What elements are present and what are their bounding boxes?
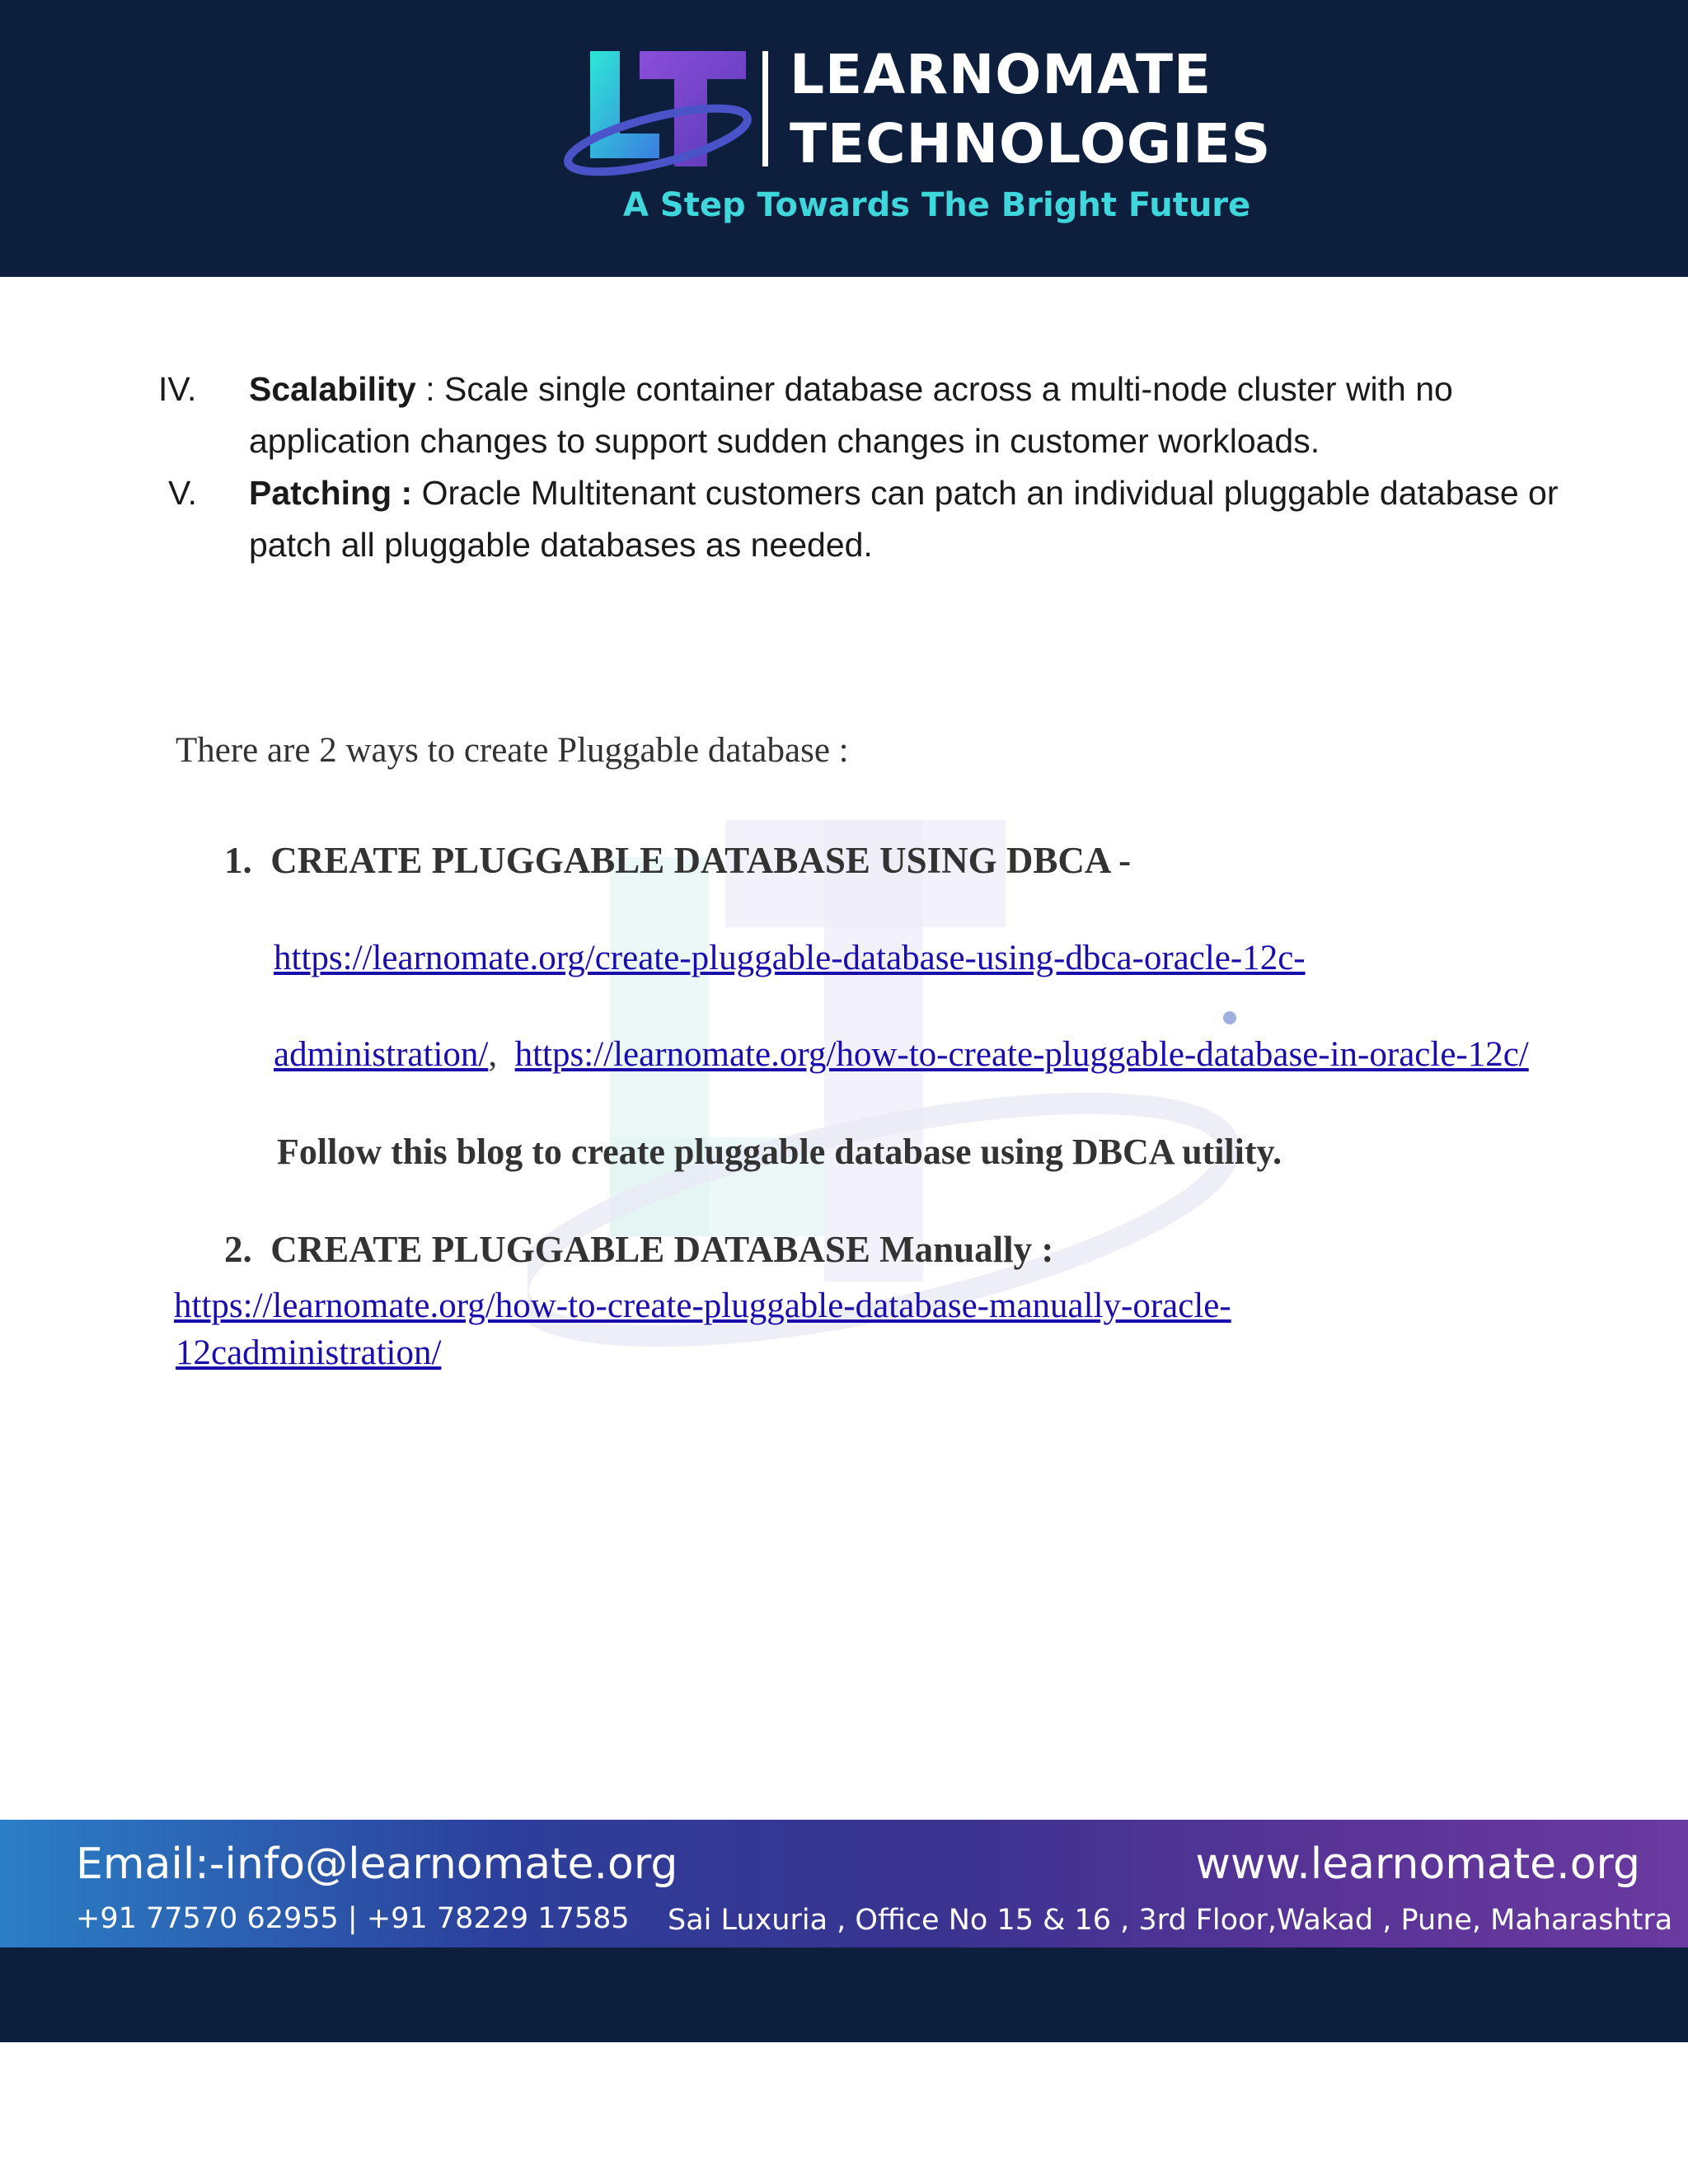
brand-tagline: A Step Towards The Bright Future: [623, 186, 1251, 224]
footer-phone: +91 77570 62955 | +91 78229 17585: [76, 1902, 630, 1935]
dbca-link-line1[interactable]: https://learnomate.org/create-pluggable-database-using-dbca-oracle-12c-: [274, 939, 1306, 977]
list-item-text: [249, 467, 1601, 571]
learnomate-logo-icon: [560, 43, 762, 191]
list-number: V.: [168, 474, 197, 512]
separator: [412, 474, 421, 512]
list-item-title: Patching :: [249, 474, 413, 512]
intro-text: There are 2 ways to create Pluggable database :: [176, 731, 849, 770]
header-banner: [0, 0, 1688, 277]
pdb-oracle-12c-link[interactable]: https://learnomate.org/how-to-create-pluggable-database-in-oracle-12c/: [514, 1035, 1529, 1074]
section-number: 2.: [224, 1229, 252, 1270]
manual-pdb-link-line2[interactable]: 12cadministration/: [176, 1333, 442, 1372]
footer-bottom-bar: [0, 1947, 1688, 2042]
list-item-text: [249, 363, 1601, 467]
section-title-bold: CREATE PLUGGABLE DATABASE: [270, 1229, 870, 1270]
list-item-scalability: [0, 363, 1688, 471]
brand-name-line1: LEARNOMATE: [790, 43, 1212, 106]
comma: ,: [488, 1035, 498, 1074]
manual-pdb-link-line1[interactable]: https://learnomate.org/how-to-create-pluggable-database-manually-oracle-: [174, 1286, 1231, 1325]
footer-website[interactable]: www.learnomate.org: [1195, 1840, 1640, 1889]
list-item-body: Oracle Multitenant customers can patch an individual pluggable database or patch all pluggable databases as needed.: [249, 474, 1559, 564]
dbca-link-line2[interactable]: administration/: [274, 1035, 489, 1074]
logo-divider: [762, 51, 768, 166]
section-title-rest: Manually :: [870, 1229, 1054, 1270]
section2-heading: [224, 1228, 1053, 1271]
section-title: CREATE PLUGGABLE DATABASE USING DBCA -: [270, 840, 1132, 881]
separator: :: [415, 370, 445, 408]
list-item-body: Scale single container database across a multi-node cluster with no application changes to support sudden changes in customer workloads.: [249, 370, 1453, 460]
brand-name-line2: TECHNOLOGIES: [790, 112, 1272, 176]
list-number: IV.: [158, 370, 197, 408]
footer-address: Sai Luxuria , Office No 15 & 16 , 3rd Floor,Wakad , Pune, Maharashtra: [668, 1904, 1673, 1937]
list-item-patching: [0, 467, 1688, 574]
footer-email[interactable]: Email:-info@learnomate.org: [76, 1840, 678, 1889]
section1-heading: [224, 839, 1131, 882]
follow-blog-text: Follow this blog to create pluggable database using DBCA utility.: [277, 1132, 1282, 1172]
section-number: 1.: [224, 840, 252, 881]
list-item-title: Scalability: [249, 370, 416, 408]
links-row: [274, 1034, 1529, 1075]
